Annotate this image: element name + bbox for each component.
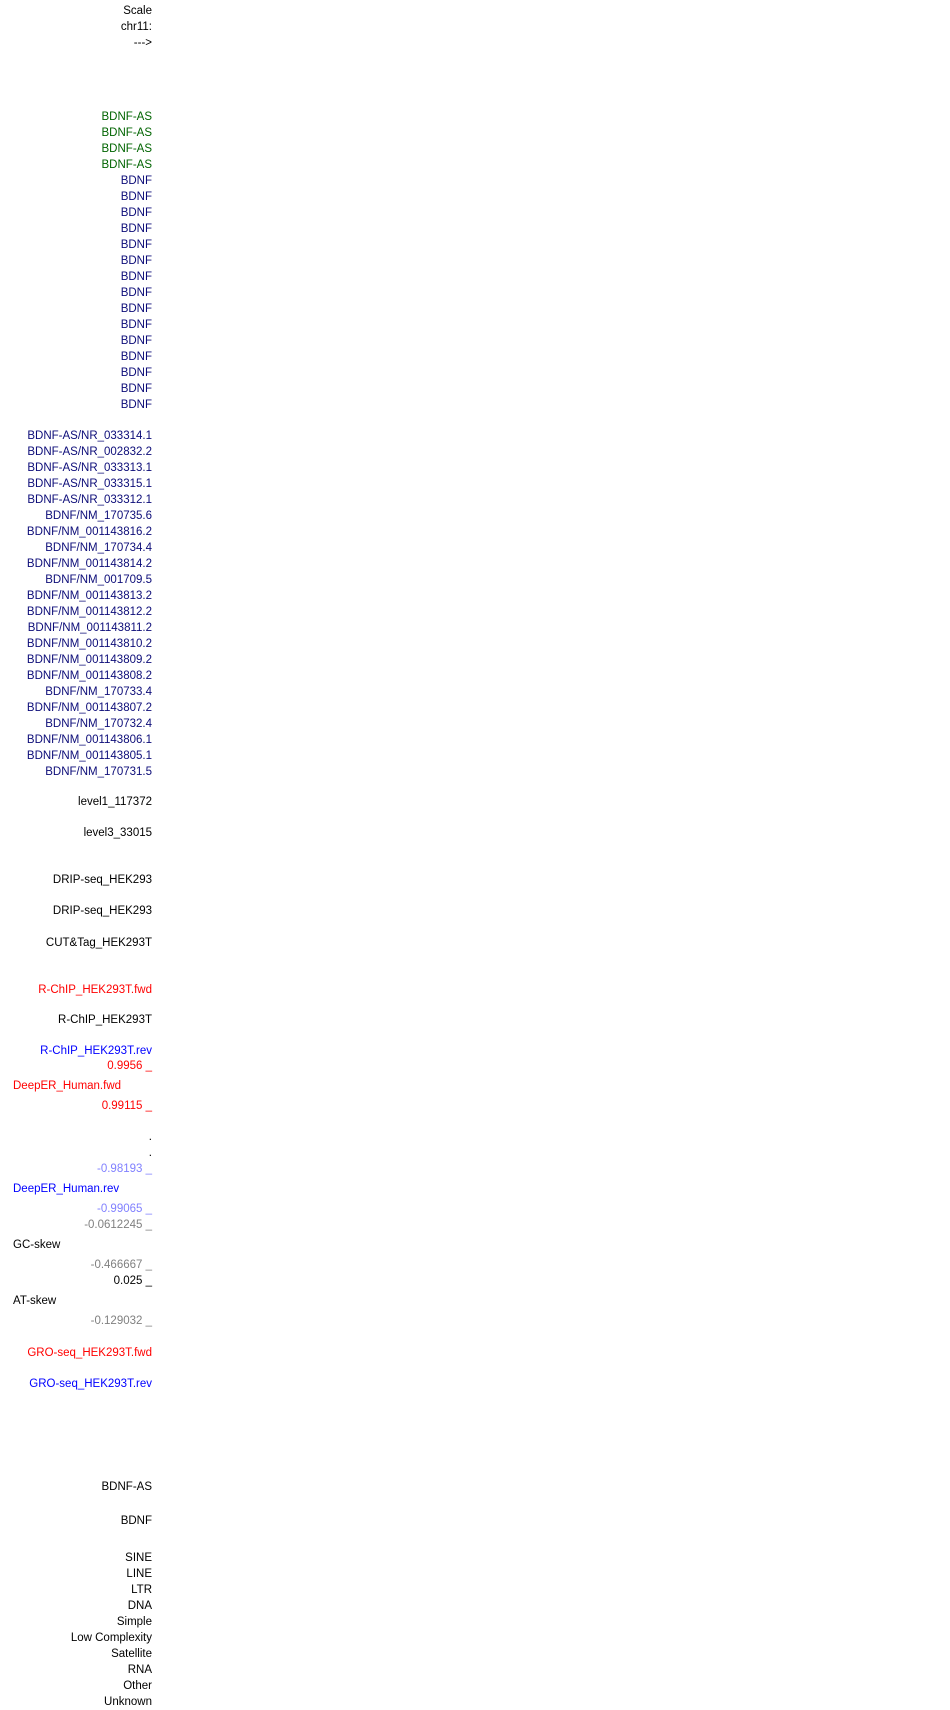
repeat-class-label[interactable]: Satellite (111, 1648, 152, 1660)
axis-min-label[interactable]: 0.99115 _ (101, 1100, 152, 1112)
repeat-class-label[interactable]: Other (123, 1680, 152, 1692)
axis-dot[interactable]: . (148, 1131, 152, 1143)
gene-label[interactable]: BDNF (120, 303, 152, 315)
transcript-label[interactable]: BDNF-AS/NR_002832.2 (27, 446, 152, 458)
track-label-gro-fwd[interactable]: GRO-seq_HEK293T.fwd (27, 1347, 152, 1359)
gene-label[interactable]: BDNF (120, 335, 152, 347)
repeat-class-label[interactable]: Low Complexity (70, 1632, 152, 1644)
transcript-label[interactable]: BDNF-AS/NR_033315.1 (27, 478, 152, 490)
gene-label[interactable]: BDNF (120, 239, 152, 251)
axis-max-label[interactable]: 0.9956 _ (107, 1060, 152, 1072)
repeat-class-label[interactable]: Unknown (104, 1696, 152, 1708)
repeat-class-label[interactable]: RNA (127, 1664, 152, 1676)
repeat-class-label[interactable]: LTR (131, 1584, 152, 1596)
transcript-label[interactable]: BDNF/NM_170732.4 (45, 718, 152, 730)
gene-label[interactable]: BDNF (120, 351, 152, 363)
transcript-label[interactable]: BDNF/NM_001143808.2 (26, 670, 152, 682)
track-label-drip[interactable]: DRIP-seq_HEK293 (52, 905, 152, 917)
transcript-label[interactable]: BDNF/NM_170731.5 (45, 766, 152, 778)
transcript-label[interactable]: BDNF/NM_001143811.2 (27, 622, 152, 634)
track-label-level3[interactable]: level3_33015 (83, 827, 152, 839)
repeat-class-label[interactable]: SINE (125, 1552, 152, 1564)
transcript-label[interactable]: BDNF/NM_170735.6 (45, 510, 152, 522)
axis-min-label[interactable]: -0.99065 _ (97, 1203, 152, 1215)
transcript-label[interactable]: BDNF/NM_001143806.1 (26, 734, 152, 746)
track-label-gro-rev[interactable]: GRO-seq_HEK293T.rev (29, 1378, 152, 1390)
track-label-gc-skew[interactable]: GC-skew (13, 1239, 61, 1251)
header-label[interactable]: ---> (133, 37, 152, 49)
gene-label[interactable]: BDNF (120, 319, 152, 331)
track-label-rchip-fwd[interactable]: R-ChIP_HEK293T.fwd (38, 984, 152, 996)
transcript-label[interactable]: BDNF/NM_001143805.1 (26, 750, 152, 762)
transcript-label[interactable]: BDNF/NM_001143812.2 (26, 606, 152, 618)
repeat-class-label[interactable]: DNA (127, 1600, 152, 1612)
transcript-label[interactable]: BDNF-AS/NR_033312.1 (27, 494, 152, 506)
axis-max-label[interactable]: 0.025 _ (113, 1275, 152, 1287)
gene-label[interactable]: BDNF (120, 399, 152, 411)
gene-label[interactable]: BDNF-AS (101, 143, 152, 155)
transcript-label[interactable]: BDNF-AS/NR_033313.1 (27, 462, 152, 474)
repeat-class-label[interactable]: LINE (126, 1568, 152, 1580)
gene-label[interactable]: BDNF (120, 1515, 152, 1527)
transcript-label[interactable]: BDNF/NM_001143813.2 (26, 590, 152, 602)
transcript-label[interactable]: BDNF/NM_001143810.2 (26, 638, 152, 650)
transcript-label[interactable]: BDNF/NM_001143816.2 (26, 526, 152, 538)
transcript-label[interactable]: BDNF/NM_170734.4 (45, 542, 152, 554)
header-label[interactable]: Scale (123, 5, 152, 17)
track-label-cuttag[interactable]: CUT&Tag_HEK293T (45, 937, 152, 949)
transcript-label[interactable]: BDNF-AS/NR_033314.1 (27, 430, 152, 442)
repeat-class-label[interactable]: Simple (116, 1616, 152, 1628)
gene-label[interactable]: BDNF-AS (101, 111, 152, 123)
header-label[interactable]: chr11: (120, 21, 152, 33)
track-label-drip[interactable]: DRIP-seq_HEK293 (52, 874, 152, 886)
track-label-level1[interactable]: level1_117372 (78, 796, 152, 808)
transcript-label[interactable]: BDNF/NM_001143809.2 (26, 654, 152, 666)
gene-label[interactable]: BDNF (120, 255, 152, 267)
gene-label[interactable]: BDNF (120, 287, 152, 299)
gene-label[interactable]: BDNF (120, 223, 152, 235)
axis-max-label[interactable]: -0.0612245 _ (84, 1219, 152, 1231)
gene-label[interactable]: BDNF (120, 271, 152, 283)
transcript-label[interactable]: BDNF/NM_170733.4 (45, 686, 152, 698)
gene-label[interactable]: BDNF (120, 383, 152, 395)
axis-max-label[interactable]: -0.98193 _ (97, 1163, 152, 1175)
transcript-label[interactable]: BDNF/NM_001709.5 (45, 574, 152, 586)
gene-label[interactable]: BDNF (120, 207, 152, 219)
transcript-label[interactable]: BDNF/NM_001143807.2 (26, 702, 152, 714)
track-label-deeper-rev[interactable]: DeepER_Human.rev (13, 1183, 120, 1195)
gene-label[interactable]: BDNF (120, 191, 152, 203)
gene-label[interactable]: BDNF (120, 175, 152, 187)
track-label-deeper-fwd[interactable]: DeepER_Human.fwd (13, 1080, 122, 1092)
gene-label[interactable]: BDNF-AS (101, 1481, 152, 1493)
axis-min-label[interactable]: -0.466667 _ (90, 1259, 152, 1271)
axis-dot[interactable]: . (148, 1147, 152, 1159)
axis-min-label[interactable]: -0.129032 _ (90, 1315, 152, 1327)
gene-label[interactable]: BDNF (120, 367, 152, 379)
gene-label[interactable]: BDNF-AS (101, 159, 152, 171)
track-label-rchip[interactable]: R-ChIP_HEK293T (58, 1014, 152, 1026)
gene-label[interactable]: BDNF-AS (101, 127, 152, 139)
track-label-at-skew[interactable]: AT-skew (13, 1295, 57, 1307)
transcript-label[interactable]: BDNF/NM_001143814.2 (26, 558, 152, 570)
track-label-rchip-rev[interactable]: R-ChIP_HEK293T.rev (40, 1045, 152, 1057)
